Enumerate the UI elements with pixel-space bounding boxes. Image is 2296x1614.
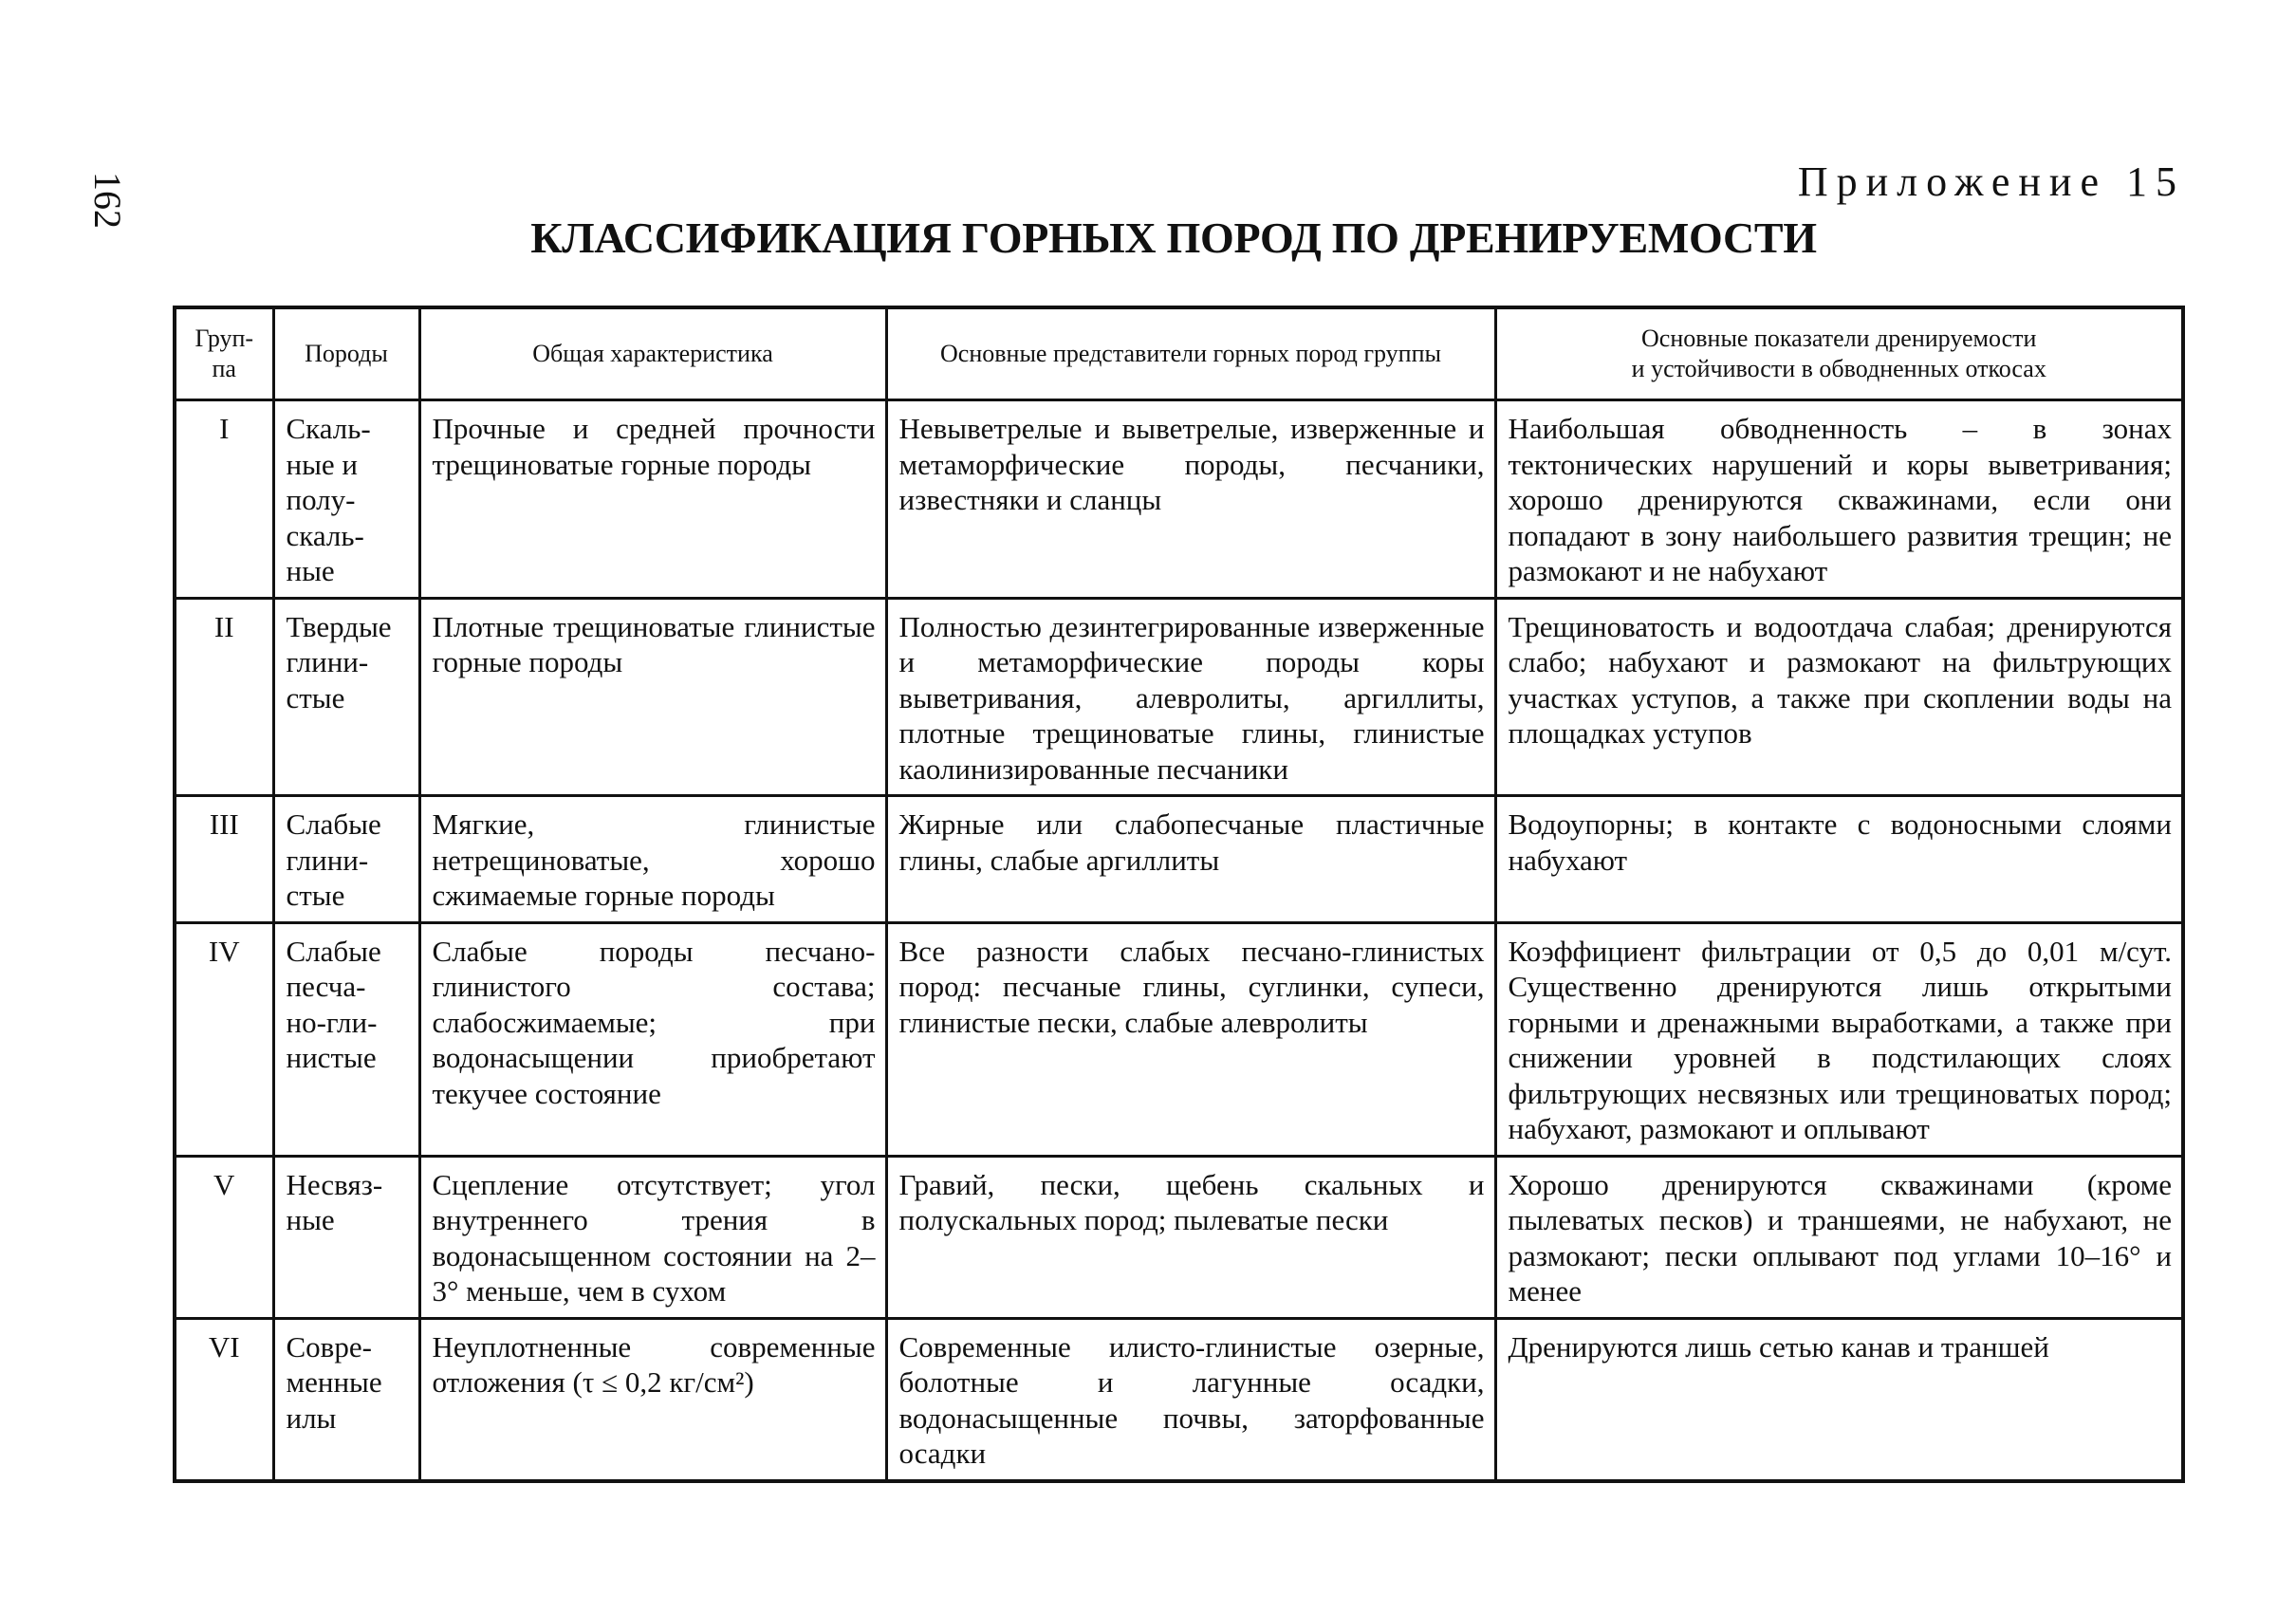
- table-row: [175, 1156, 2183, 1318]
- cell-characteristic: Сцепление отсутствует; угол внутреннего трения в водонасыщенном состоянии на 2–3° меньше, чем в сухом: [419, 1156, 886, 1318]
- header-characteristic: Общая характеристика: [419, 307, 886, 400]
- classification-table: [173, 306, 2185, 1483]
- cell-representatives: Современные илисто-глинистые озерные, болотные и лагунные осадки, водонасыщенные почвы, заторфованные осадки: [886, 1318, 1495, 1481]
- cell-characteristic: Слабые породы песчано-глинистого состава; слабосжимаемые; при водонасыщении приобретают текучее состояние: [419, 922, 886, 1156]
- table-row: [175, 400, 2183, 599]
- cell-characteristic: Плотные трещиноватые глинистые горные породы: [419, 598, 886, 796]
- cell-group: IV: [175, 922, 273, 1156]
- cell-indicators: Водоупорны; в контакте с водоносными слоями набухают: [1495, 796, 2183, 923]
- cell-group: V: [175, 1156, 273, 1318]
- cell-group: III: [175, 796, 273, 923]
- cell-indicators: Наибольшая обводненность – в зонах тектонических нарушений и коры выветривания; хорошо дренируются скважинами, если они попадают в зону наибольшего развития трещин; не размокают и не набухают: [1495, 400, 2183, 599]
- table-row: [175, 796, 2183, 923]
- cell-characteristic: Неуплотненные современные отложения (τ ≤ 0,2 кг/см²): [419, 1318, 886, 1481]
- cell-rocks: Слабые глини- стые: [273, 796, 419, 923]
- cell-rocks: Слабые песча- но-гли- нистые: [273, 922, 419, 1156]
- cell-rocks: Совре- менные илы: [273, 1318, 419, 1481]
- table-row: [175, 598, 2183, 796]
- cell-representatives: Гравий, пески, щебень скальных и полускальных пород; пылеватые пески: [886, 1156, 1495, 1318]
- cell-indicators: Коэффициент фильтрации от 0,5 до 0,01 м/сут. Существенно дренируются лишь открытыми горными и дренажными выработками, а также при снижении уровней в подстилающих слоях фильтрующих несвязных или трещиноватых пород; набухают, размокают и оплывают: [1495, 922, 2183, 1156]
- appendix-label: Приложение 15: [1797, 158, 2185, 205]
- page-title: КЛАССИФИКАЦИЯ ГОРНЫХ ПОРОД ПО ДРЕНИРУЕМОСТИ: [530, 213, 1817, 262]
- cell-indicators: Дренируются лишь сетью канав и траншей: [1495, 1318, 2183, 1481]
- cell-representatives: Невыветрелые и выветрелые, изверженные и метаморфические породы, песчаники, известняки и сланцы: [886, 400, 1495, 599]
- cell-representatives: Жирные или слабопесчаные пластичные глины, слабые аргиллиты: [886, 796, 1495, 923]
- cell-rocks: Скаль- ные и полу- скаль- ные: [273, 400, 419, 599]
- table-row: [175, 1318, 2183, 1481]
- table-row: [175, 922, 2183, 1156]
- cell-rocks: Твердые глини- стые: [273, 598, 419, 796]
- cell-group: II: [175, 598, 273, 796]
- cell-characteristic: Мягкие, глинистые нетрещиноватые, хорошо сжимаемые горные породы: [419, 796, 886, 923]
- cell-representatives: Полностью дезинтегрированные изверженные и метаморфические породы коры выветривания, алевролиты, аргиллиты, плотные трещиноватые глины, глинистые каолинизированные песчаники: [886, 598, 1495, 796]
- cell-indicators: Трещиноватость и водоотдача слабая; дренируются слабо; набухают и размокают на фильтрующих участках уступов, а также при скоплении воды на площадках уступов: [1495, 598, 2183, 796]
- cell-group: I: [175, 400, 273, 599]
- page-number: 162: [86, 172, 129, 229]
- cell-rocks: Несвяз- ные: [273, 1156, 419, 1318]
- table-header-row: [175, 307, 2183, 400]
- header-indicators: Основные показатели дренируемости и устойчивости в обводненных откосах: [1495, 307, 2183, 400]
- cell-characteristic: Прочные и средней прочности трещиноватые горные породы: [419, 400, 886, 599]
- cell-representatives: Все разности слабых песчано-глинистых пород: песчаные глины, суглинки, супеси, глинистые пески, слабые алевролиты: [886, 922, 1495, 1156]
- header-group: Груп- па: [175, 307, 273, 400]
- header-representatives: Основные представители горных пород группы: [886, 307, 1495, 400]
- cell-group: VI: [175, 1318, 273, 1481]
- header-rocks: Породы: [273, 307, 419, 400]
- cell-indicators: Хорошо дренируются скважинами (кроме пылеватых песков) и траншеями, не набухают, не размокают; пески оплывают под углами 10–16° и менее: [1495, 1156, 2183, 1318]
